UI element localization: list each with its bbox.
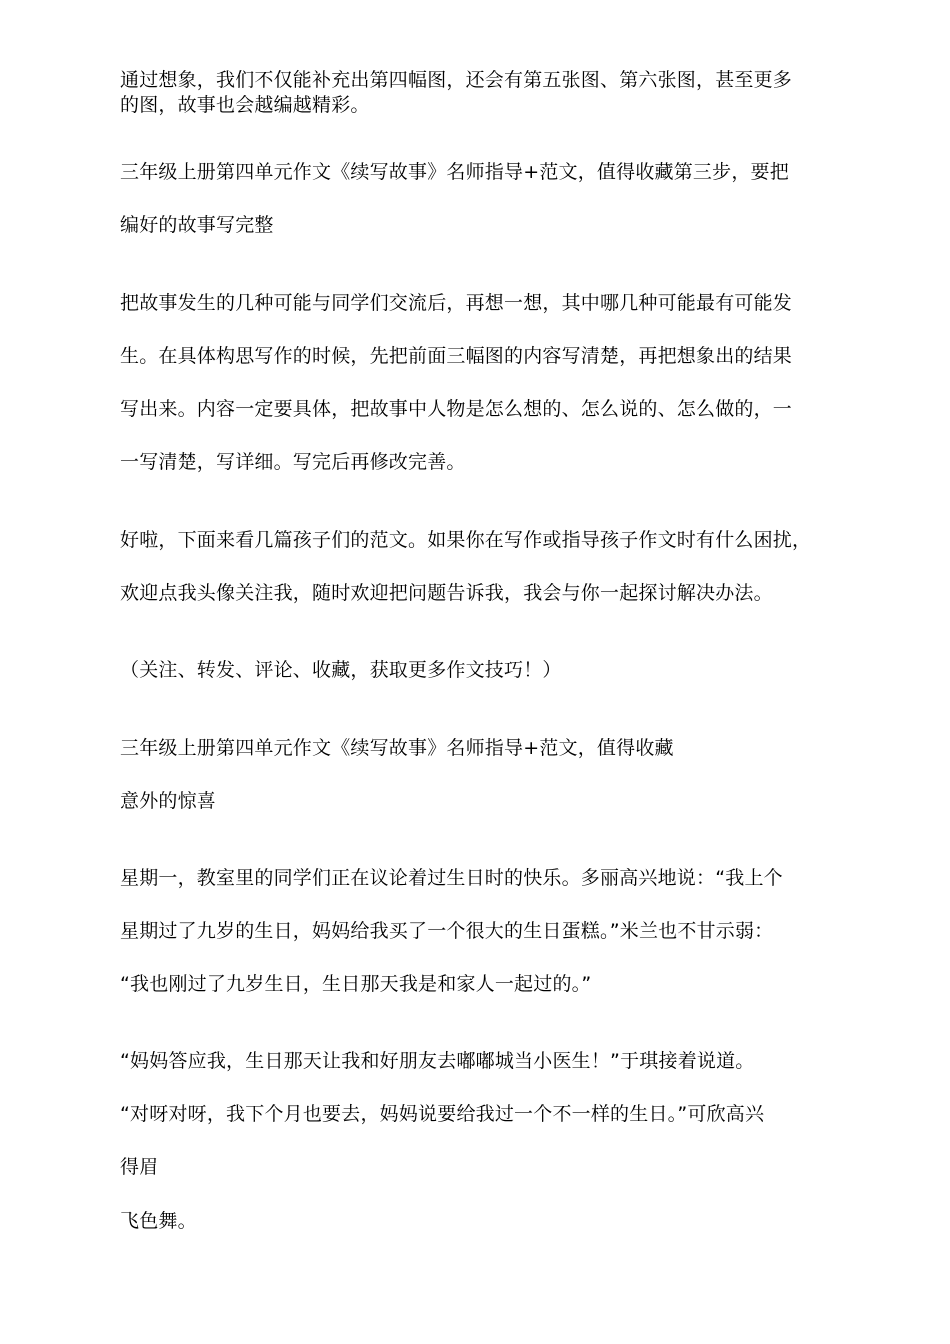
text-line: 星期一，教室里的同学们正在议论着过生日时的快乐。多丽高兴地说：“我上个 [120, 867, 783, 889]
note-line: （关注、转发、评论、收藏，获取更多作文技巧！） [120, 659, 562, 681]
text-line: 好啦，下面来看几篇孩子们的范文。如果你在写作或指导孩子作文时有什么困扰， [120, 529, 812, 551]
text-line: 生。在具体构思写作的时候，先把前面三幅图的内容写清楚，再把想象出的结果 [120, 345, 793, 367]
section-heading-line: 三年级上册第四单元作文《续写故事》名师指导+范文，值得收藏 [120, 737, 674, 759]
essay-title: 意外的惊喜 [120, 790, 217, 812]
text-line: “对呀对呀，我下个月也要去，妈妈说要给我过一个不一样的生日。”可欣高兴 [120, 1103, 765, 1125]
text-line: 写出来。内容一定要具体，把故事中人物是怎么想的、怎么说的、怎么做的，一 [120, 398, 793, 420]
text-line: “妈妈答应我，生日那天让我和好朋友去嘟嘟城当小医生！”于琪接着说道。 [120, 1050, 755, 1072]
text-line: “我也刚过了九岁生日，生日那天我是和家人一起过的。” [120, 973, 592, 995]
text-line: 飞色舞。 [120, 1210, 197, 1232]
section-heading-line: 三年级上册第四单元作文《续写故事》名师指导+范文，值得收藏第三步，要把 [120, 161, 789, 183]
text-line: 星期过了九岁的生日，妈妈给我买了一个很大的生日蛋糕。”米兰也不甘示弱： [120, 920, 774, 942]
text-line: 把故事发生的几种可能与同学们交流后，再想一想，其中哪几种可能最有可能发 [120, 292, 793, 314]
section-heading-line: 编好的故事写完整 [120, 214, 274, 236]
text-line: 欢迎点我头像关注我，随时欢迎把问题告诉我，我会与你一起探讨解决办法。 [120, 582, 773, 604]
text-line: 得眉 [120, 1156, 159, 1178]
text-line: 一写清楚，写详细。写完后再修改完善。 [120, 451, 466, 473]
text-line: 的图，故事也会越编越精彩。 [120, 94, 370, 116]
text-line: 通过想象，我们不仅能补充出第四幅图，还会有第五张图、第六张图，甚至更多 [120, 69, 793, 91]
